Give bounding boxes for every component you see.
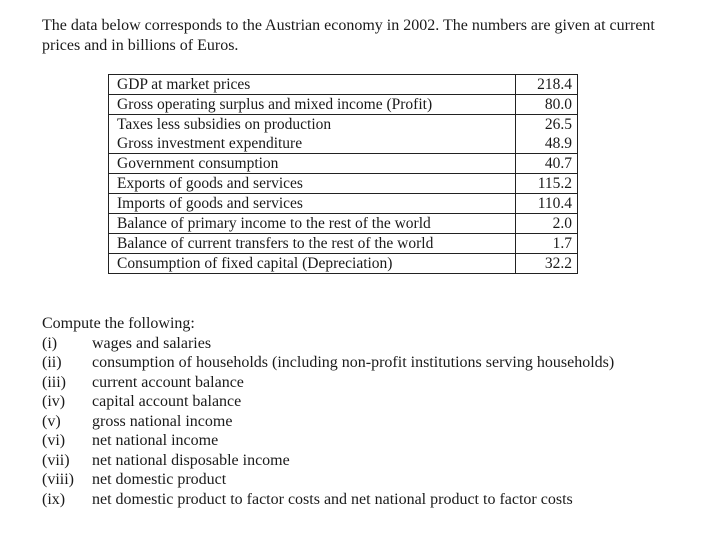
table-row bbox=[109, 95, 578, 115]
economy-data-table bbox=[108, 74, 578, 274]
row-label: Government consumption bbox=[109, 154, 516, 174]
row-label: Gross investment expenditure bbox=[109, 134, 516, 154]
task-number: (iv) bbox=[42, 393, 66, 410]
task-number: (v) bbox=[42, 412, 61, 430]
row-value: 32.2 bbox=[516, 254, 578, 274]
task-number: (viii) bbox=[42, 471, 74, 488]
task-text: capital account balance bbox=[92, 393, 242, 410]
row-value: 110.4 bbox=[516, 194, 578, 214]
row-label: Taxes less subsidies on production bbox=[109, 115, 516, 135]
task-text: wages and salaries bbox=[92, 334, 212, 352]
table-row bbox=[109, 254, 578, 274]
row-value: 2.0 bbox=[516, 214, 578, 234]
task-item bbox=[42, 431, 614, 451]
task-number: (iii) bbox=[42, 373, 66, 391]
task-number: (ii) bbox=[42, 354, 62, 371]
row-label: Balance of current transfers to the rest of the world bbox=[109, 234, 516, 254]
compute-section bbox=[42, 314, 614, 509]
task-text: net domestic product bbox=[92, 471, 227, 488]
table-row bbox=[109, 75, 578, 95]
task-text: consumption of households (including non-profit institutions serving households) bbox=[92, 354, 615, 371]
table-row bbox=[109, 234, 578, 254]
task-text: gross national income bbox=[92, 412, 233, 430]
row-label: Exports of goods and services bbox=[109, 174, 516, 194]
task-number: (ix) bbox=[42, 490, 66, 508]
task-item bbox=[42, 392, 614, 412]
task-text: net domestic product to factor costs and net national product to factor costs bbox=[92, 490, 573, 508]
intro-paragraph: The data below corresponds to the Austrian economy in 2002. The numbers are given at current prices and in billions of Euros. bbox=[42, 17, 655, 54]
table-row bbox=[109, 115, 578, 135]
row-label: Balance of primary income to the rest of the world bbox=[109, 214, 516, 234]
row-value: 40.7 bbox=[516, 154, 578, 174]
task-item bbox=[42, 373, 614, 393]
task-item bbox=[42, 470, 614, 490]
task-text: net national income bbox=[92, 432, 219, 449]
task-item bbox=[42, 451, 614, 471]
row-label: Consumption of fixed capital (Depreciation) bbox=[109, 254, 516, 274]
task-text: net national disposable income bbox=[92, 451, 290, 469]
table-row bbox=[109, 214, 578, 234]
task-item bbox=[42, 353, 614, 373]
task-number: (vi) bbox=[42, 432, 66, 449]
row-value: 48.9 bbox=[516, 134, 578, 154]
table-row bbox=[109, 174, 578, 194]
row-value: 1.7 bbox=[516, 234, 578, 254]
row-value: 115.2 bbox=[516, 174, 578, 194]
table-row bbox=[109, 154, 578, 174]
task-text: current account balance bbox=[92, 373, 244, 391]
task-item bbox=[42, 334, 614, 354]
task-number: (vii) bbox=[42, 451, 70, 469]
task-number: (i) bbox=[42, 334, 58, 352]
table-row bbox=[109, 134, 578, 154]
table-row bbox=[109, 194, 578, 214]
row-label: Imports of goods and services bbox=[109, 194, 516, 214]
row-label: GDP at market prices bbox=[109, 75, 516, 95]
row-value: 26.5 bbox=[516, 115, 578, 135]
task-item bbox=[42, 412, 614, 432]
row-value: 218.4 bbox=[516, 75, 578, 95]
row-label: Gross operating surplus and mixed income (Profit) bbox=[109, 95, 516, 115]
task-item bbox=[42, 490, 614, 510]
compute-heading: Compute the following: bbox=[42, 315, 195, 332]
row-value: 80.0 bbox=[516, 95, 578, 115]
